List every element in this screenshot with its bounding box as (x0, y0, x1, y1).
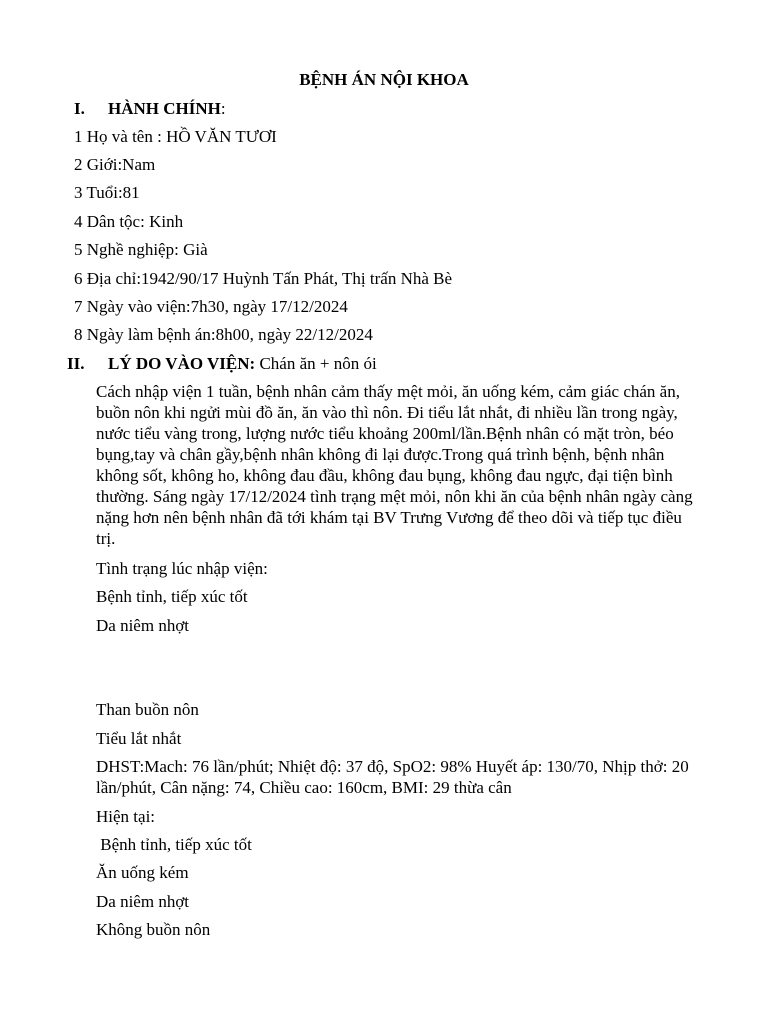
admission-status-line: Da niêm nhợt (96, 616, 190, 635)
current-status-line: Bệnh tỉnh, tiếp xúc tốt (96, 835, 252, 854)
admin-item-age: 3 Tuổi:81 (74, 183, 140, 202)
admission-status-line: Bệnh tỉnh, tiếp xúc tốt (96, 587, 248, 606)
admin-item-record-date: 8 Ngày làm bệnh án:8h00, ngày 22/12/2024 (74, 325, 373, 344)
admission-status-line: Tiểu lắt nhắt (96, 729, 182, 748)
current-status-line: Không buồn nôn (96, 920, 211, 939)
admin-item-name: 1 Họ và tên : HỒ VĂN TƯƠI (74, 127, 277, 146)
section-1-heading (108, 98, 226, 119)
current-status-line: Da niêm nhợt (96, 892, 190, 911)
current-status-line: Ăn uống kém (96, 863, 189, 882)
section-2-heading-text: LÝ DO VÀO VIỆN: (108, 354, 256, 373)
section-1-heading-colon: : (220, 99, 226, 118)
section-1-numeral: I. (74, 99, 85, 118)
section-2-numeral: II. (67, 354, 85, 373)
section-1-heading-text: HÀNH CHÍNH (108, 99, 221, 118)
document-title: BỆNH ÁN NỘI KHOA (299, 70, 469, 89)
admin-item-address: 6 Địa chỉ:1942/90/17 Huỳnh Tấn Phát, Thị trấn Nhà Bè (74, 269, 453, 288)
history-paragraph: Cách nhập viện 1 tuần, bệnh nhân cảm thấy mệt mỏi, ăn uống kém, cảm giác chán ăn, buồn nôn khi ngửi mùi đồ ăn, ăn vào thì nôn. Đi tiểu lắt nhắt, đi nhiều lần trong ngày, nước tiểu vàng trong, lượng nước tiểu khoảng 200ml/lần.Bệnh nhân có mặt tròn, béo bụng,tay và chân gầy,bệnh nhân không đi lại được.Trong quá trình bệnh, bệnh nhân không sốt, không ho, không đau đầu, không đau bụng, không đau ngực, đại tiện bình thường. Sáng ngày 17/12/2024 tình trạng mệt mỏi, nôn khi ăn của bệnh nhân ngày càng nặng hơn nên bệnh nhân đã tới khám tại BV Trưng Vương để theo dõi và tiếp tục điều trị. (96, 382, 693, 548)
admin-item-gender: 2 Giới:Nam (74, 155, 156, 174)
admin-item-admission-date: 7 Ngày vào viện:7h30, ngày 17/12/2024 (74, 297, 348, 316)
admin-item-ethnicity: 4 Dân tộc: Kinh (74, 212, 184, 231)
admission-status-line: Than buồn nôn (96, 700, 199, 719)
vital-signs: DHST:Mach: 76 lần/phút; Nhiệt độ: 37 độ, SpO2: 98% Huyết áp: 130/70, Nhịp thở: 20 lần/phút, Cân nặng: 74, Chiều cao: 160cm, BMI: 29 thừa cân (96, 757, 689, 797)
current-status-label: Hiện tại: (96, 807, 156, 826)
admission-reason: Chán ăn + nôn ói (255, 354, 377, 373)
admission-status-label: Tình trạng lúc nhập viện: (96, 559, 268, 578)
admin-item-occupation: 5 Nghề nghiệp: Già (74, 240, 208, 259)
section-2-heading (108, 353, 377, 374)
